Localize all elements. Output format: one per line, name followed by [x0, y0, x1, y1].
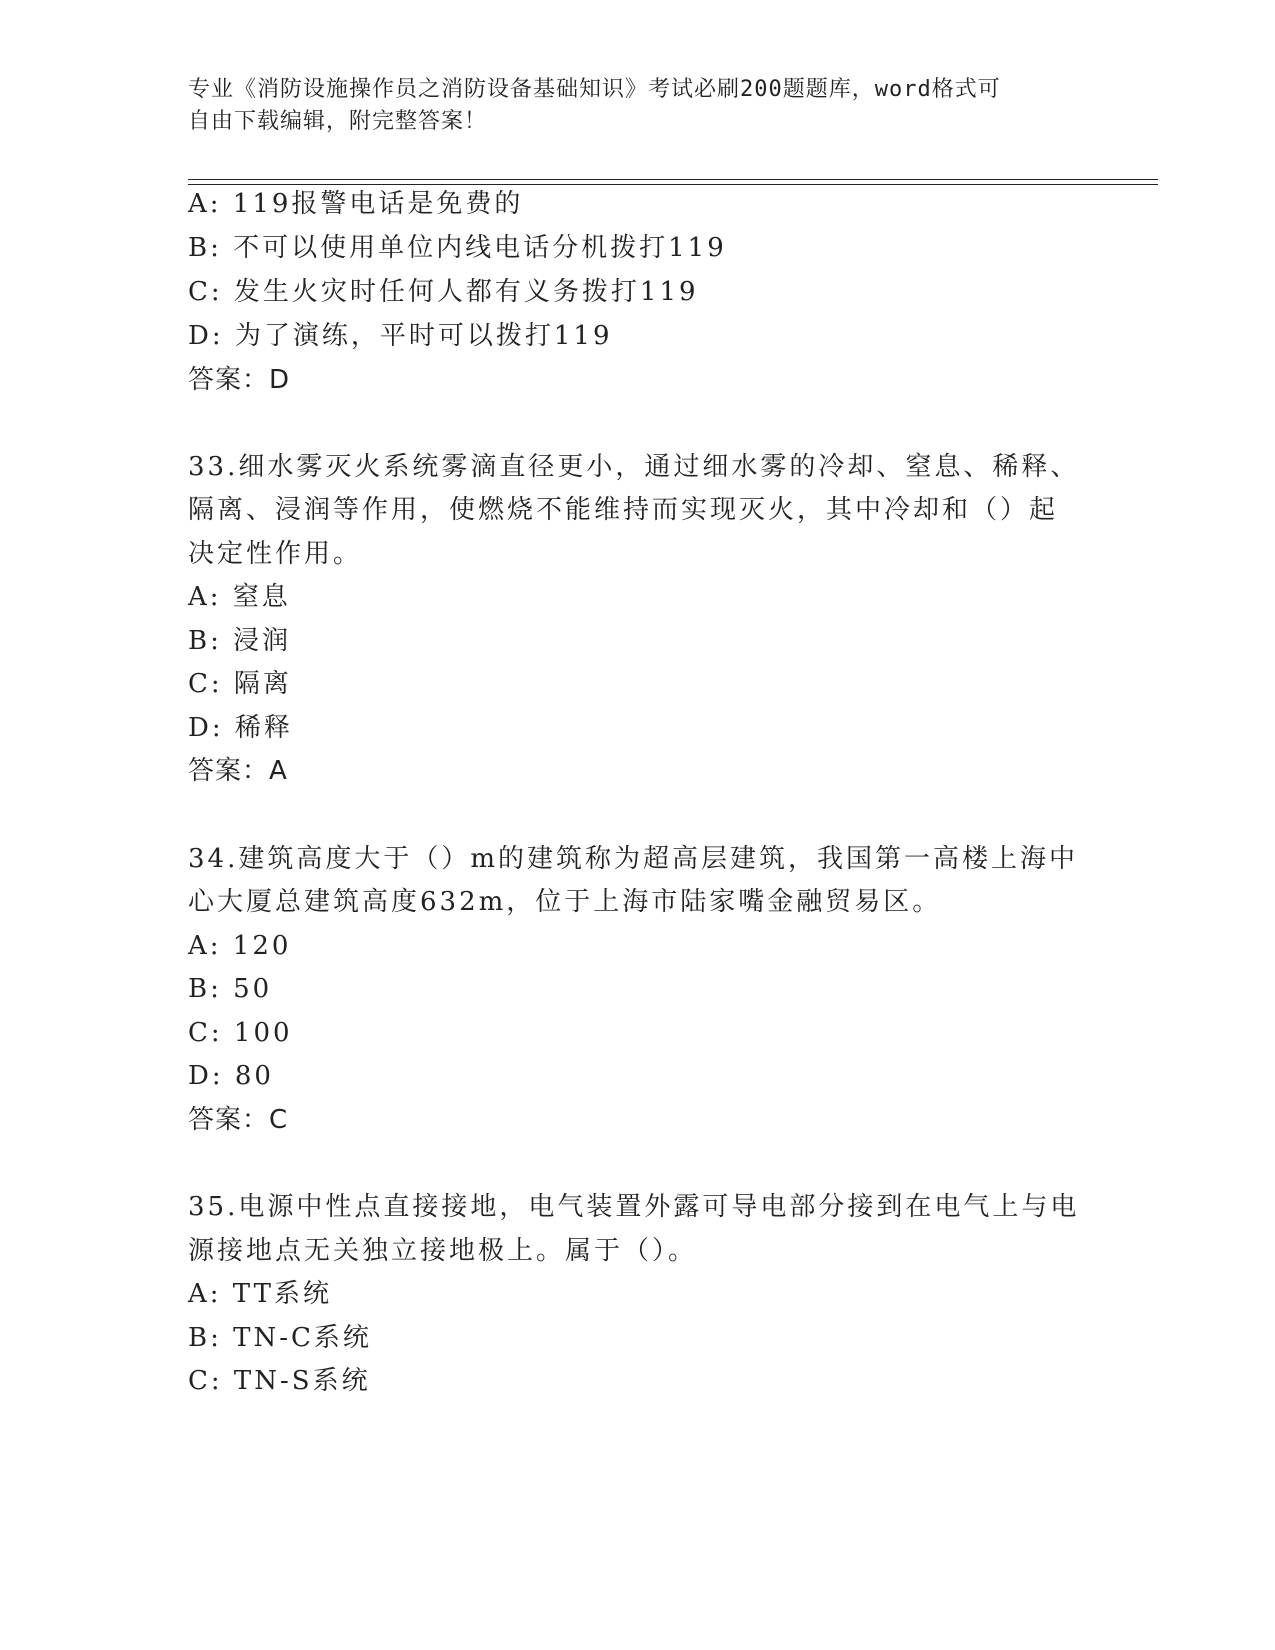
- question-34-line-2: 心大厦总建筑高度632m，位于上海市陆家嘴金融贸易区。: [188, 887, 942, 917]
- header-rule-bottom: [188, 184, 1158, 185]
- question-34-line-1: 34.建筑高度大于（）m的建筑称为超高层建筑，我国第一高楼上海中: [188, 844, 1079, 874]
- question-33-line-3: 决定性作用。: [188, 539, 363, 569]
- option-c: C: 100: [188, 1018, 293, 1048]
- option-b: B: 不可以使用单位内线电话分机拨打119: [188, 233, 727, 263]
- answer-line: 答案：C: [188, 1105, 289, 1135]
- option-d: D: 稀释: [188, 713, 293, 743]
- option-c: C: 发生火灾时任何人都有义务拨打119: [188, 277, 699, 307]
- document-header: [188, 74, 1068, 138]
- option-a: A: 119报警电话是免费的: [188, 189, 524, 219]
- option-b: B: 50: [188, 974, 273, 1004]
- option-c: C: TN-S系统: [188, 1366, 371, 1396]
- answer-line: 答案：D: [188, 365, 291, 395]
- answer-line: 答案：A: [188, 756, 288, 786]
- header-rule-top: [188, 179, 1158, 180]
- option-b: B: TN-C系统: [188, 1323, 372, 1353]
- option-a: A: 窒息: [188, 582, 291, 612]
- option-a: A: 120: [188, 931, 292, 961]
- option-b: B: 浸润: [188, 626, 292, 656]
- option-d: D: 为了演练，平时可以拨打119: [188, 321, 613, 351]
- question-33-line-2: 隔离、浸润等作用，使燃烧不能维持而实现灭火，其中冷却和（）起: [188, 495, 1059, 525]
- option-c: C: 隔离: [188, 669, 292, 699]
- header-line-2: 自由下载编辑，附完整答案！: [188, 109, 488, 134]
- question-35-line-1: 35.电源中性点直接接地，电气装置外露可导电部分接到在电气上与电: [188, 1192, 1080, 1222]
- option-a: A: TT系统: [188, 1279, 332, 1309]
- option-d: D: 80: [188, 1061, 274, 1091]
- question-35-line-2: 源接地点无关独立接地极上。属于（）。: [188, 1236, 698, 1266]
- question-33-line-1: 33.细水雾灭火系统雾滴直径更小，通过细水雾的冷却、窒息、稀释、: [188, 452, 1080, 482]
- header-line-1: 专业《消防设施操作员之消防设备基础知识》考试必刷200题题库，word格式可: [188, 77, 1001, 102]
